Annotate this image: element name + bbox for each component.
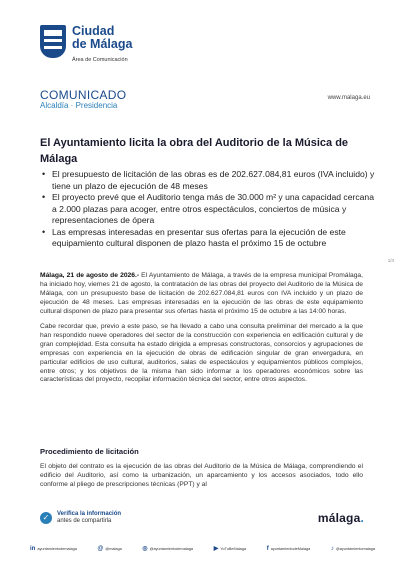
social-youtube[interactable] (214, 545, 246, 552)
social-footer (30, 545, 375, 552)
logo-text (72, 25, 132, 64)
facebook-icon: f (266, 545, 269, 552)
body-paragraph-2: Cabe recordar que, previo a este paso, se ha llevado a cabo una consulta preliminar del mercado a la que han respondido nueve operadores del sector de la construcción con experiencia en edificación cultural y de gran complejidad. Esta consulta ha estado dirigida a empresas constructoras, consorcios y agrupaciones de empresas con experiencia en la ejecución de obras de edificación singular de gran envergadura, en particular edificios de uso cultural, auditorios, salas de espectáculos y equipamientos públicos complejos, entre otros; y los objetivos de la misma han sido informar a los operadores económicos sobre las características del proyecto, recopilar información técnica del sector, entre otros aspectos. (40, 323, 363, 384)
highlights-list (40, 169, 375, 250)
body-paragraph-1 (40, 272, 363, 317)
social-label: ayuntamientodemalaga (37, 546, 77, 551)
social-label: @ayuntamientodemalaga (149, 546, 193, 551)
website-link[interactable]: www.malaga.eu (327, 95, 370, 101)
dateline: Málaga, 21 de agosto de 2026.- (40, 272, 140, 279)
verify-banner (40, 511, 121, 525)
verify-text (57, 511, 121, 525)
city-logo (40, 25, 132, 64)
threads-icon: @ (97, 545, 104, 552)
body-paragraph-3: El objeto del contrato es la ejecución de las obras del Auditorio de la Música de Málaga, comprendiendo el edificio del Auditorio, así como la urbanización, un aparcamiento y los accesos asociados, todo ello conforme al pliego de prescripciones técnicas (PPT) y al (40, 463, 363, 488)
brand-name: málaga (317, 511, 361, 525)
highlight-item: • Las empresas interesadas en presentar sus ofertas para la ejecución de este equipamiento cultural disponen de plazo hasta el próximo 15 de octubre (40, 227, 375, 250)
logo-city-line2: de Málaga (72, 37, 133, 51)
comunicado-label: COMUNICADO (40, 88, 127, 102)
youtube-icon: ▶ (213, 546, 219, 552)
highlight-item: • El proyecto prevé que el Auditorio tenga más de 30.000 m² y una capacidad cercana a 2.000 plazas para acoger, entre otros espectáculos, conciertos de música y representaciones de ópera (40, 192, 375, 227)
malaga-brand-logo (318, 511, 364, 525)
page-title: El Ayuntamiento licita la obra del Auditorio de la Música de Málaga (40, 137, 349, 165)
social-label: @malaga (105, 546, 122, 551)
paragraph-text: El Ayuntamiento de Málaga, a través de la empresa municipal Promálaga, ha iniciado hoy, viernes 21 de agosto, la contratación de las obras del proyecto del Auditorio de la Música de Málaga, con un presupuesto base de licitación de 202.627.084,81 euros con IVA incluido y un plazo de ejecución de 48 meses. Las empresas interesadas en la ejecución de las obras de este equipamiento cultural disponen de plazo para presentar sus ofertas hasta el próximo 15 de octubre a las 14:00 horas. (40, 272, 363, 315)
social-tiktok[interactable] (331, 546, 375, 552)
page-marker: 1/4 (387, 258, 394, 263)
brand-dot: . (360, 511, 364, 525)
instagram-icon: ◎ (142, 546, 148, 552)
verify-sub: antes de compartirla (57, 518, 112, 524)
alcaldia-label: Alcaldía · Presidencia (40, 101, 118, 110)
social-linkedin[interactable] (30, 546, 77, 552)
social-label: YoTuBeMalaga (220, 546, 246, 551)
logo-area: Área de Comunicación (72, 57, 128, 63)
social-label: ayuntamientodeMalaga (270, 546, 311, 551)
verify-main: Verifica la información (57, 511, 122, 517)
tiktok-icon: ♪ (330, 545, 334, 552)
social-label: @ayuntamientomalaga (335, 546, 375, 551)
section-subheading: Procedimiento de licitación (40, 447, 139, 456)
logo-city-line1: Ciudad (72, 24, 115, 38)
linkedin-icon: in (30, 545, 36, 552)
social-threads[interactable] (98, 546, 122, 552)
highlight-item: • El presupuesto de licitación de las obras es de 202.627.084,81 euros (IVA incluido) y tiene un plazo de ejecución de 48 meses (40, 169, 375, 192)
city-shield-icon (40, 25, 66, 58)
social-instagram[interactable] (142, 545, 193, 552)
check-icon: ✓ (40, 512, 52, 524)
social-facebook[interactable] (267, 546, 310, 552)
